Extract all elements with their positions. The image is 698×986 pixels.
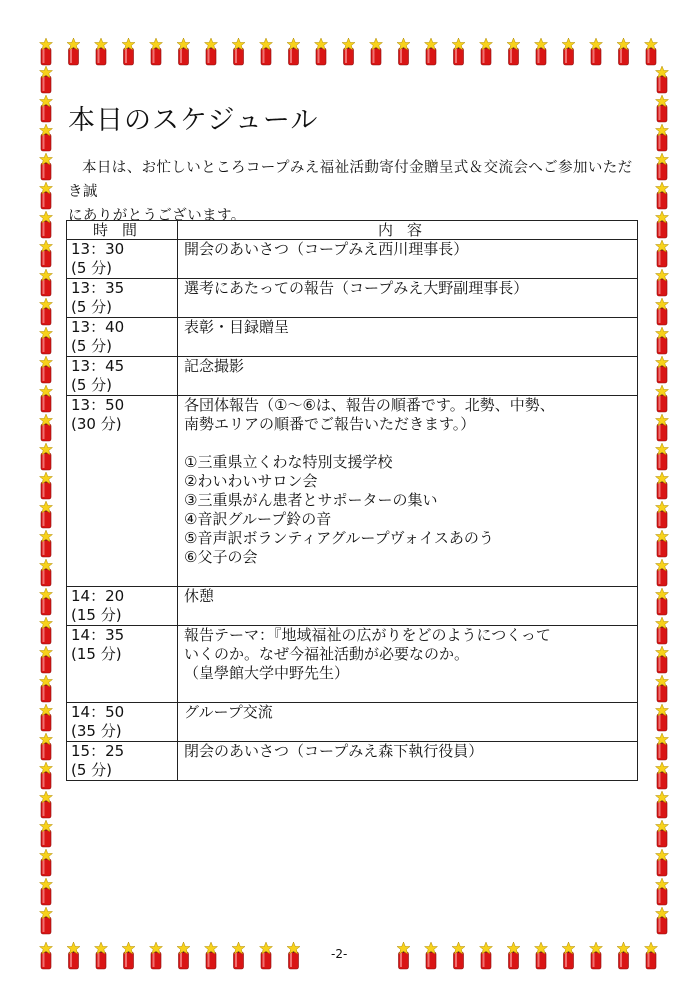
content-line: 選考にあたっての報告（コープみえ大野副理事長） [184, 279, 529, 297]
candle-icon [40, 327, 53, 354]
content-line: 各団体報告（①～⑥は、報告の順番です。北勢、中勢、 [184, 396, 555, 414]
start-time: 15：25 [71, 742, 125, 760]
candle-icon [656, 878, 669, 905]
candle-icon [656, 414, 669, 441]
candle-icon [590, 38, 603, 65]
candle-icon [205, 942, 218, 969]
candle-icon [40, 66, 53, 93]
candle-icon [67, 38, 80, 65]
schedule-row [67, 626, 638, 703]
candle-icon [315, 38, 328, 65]
candle-icon [40, 733, 53, 760]
content-cell [178, 240, 638, 279]
content-line [184, 434, 637, 453]
page-title: 本日のスケジュール [68, 105, 319, 136]
content-line: ③三重県がん患者とサポーターの集い [184, 491, 438, 509]
candle-icon [656, 124, 669, 151]
candle-icon [40, 791, 53, 818]
start-time: 13：35 [71, 279, 125, 297]
candle-icon [260, 38, 273, 65]
candle-icon [40, 849, 53, 876]
candle-icon [40, 820, 53, 847]
start-time: 13：50 [71, 396, 125, 414]
content-line: グループ交流 [184, 703, 273, 721]
candle-icon [95, 942, 108, 969]
candle-icon [150, 38, 163, 65]
content-line: ②わいわいサロン会 [184, 472, 318, 490]
time-cell [67, 742, 178, 781]
candle-icon [590, 942, 603, 969]
duration: (5 分) [71, 376, 113, 394]
candle-icon [656, 356, 669, 383]
candle-icon [656, 733, 669, 760]
candle-icon [656, 298, 669, 325]
candle-icon [40, 124, 53, 151]
content-line [184, 567, 637, 586]
time-cell [67, 626, 178, 703]
candle-icon [40, 240, 53, 267]
intro-line-1: 本日は、お忙しいところコープみえ福祉活動寄付金贈呈式＆交流会へご参加いただき誠 [68, 160, 633, 200]
candle-icon [40, 501, 53, 528]
candle-icon [287, 942, 300, 969]
content-line: 開会のあいさつ（コープみえ西川理事長） [184, 240, 469, 258]
duration: (15 分) [71, 606, 122, 624]
duration: (5 分) [71, 298, 113, 316]
start-time: 14：50 [71, 703, 125, 721]
start-time: 13：40 [71, 318, 125, 336]
candle-icon [656, 675, 669, 702]
candle-icon [480, 38, 493, 65]
candle-icon [122, 942, 135, 969]
candle-icon [645, 942, 658, 969]
candle-icon [562, 942, 575, 969]
candle-icon [656, 704, 669, 731]
candle-icon [40, 762, 53, 789]
candle-icon [40, 414, 53, 441]
candle-icon [645, 38, 658, 65]
schedule-row [67, 396, 638, 587]
candle-icon [40, 472, 53, 499]
candle-icon [452, 38, 465, 65]
candle-icon [40, 356, 53, 383]
content-cell [178, 587, 638, 626]
candle-icon [656, 762, 669, 789]
content-cell [178, 703, 638, 742]
candle-icon [656, 240, 669, 267]
candle-icon [562, 38, 575, 65]
candle-icon [656, 66, 669, 93]
candle-icon [122, 38, 135, 65]
candle-icon [40, 530, 53, 557]
content-line [184, 683, 637, 702]
candle-icon [656, 501, 669, 528]
candle-icon [370, 38, 383, 65]
candle-icon [656, 617, 669, 644]
content-line: 南勢エリアの順番でご報告いただきます。） [184, 415, 476, 433]
candle-icon [656, 95, 669, 122]
duration: (35 分) [71, 722, 122, 740]
content-cell [178, 626, 638, 703]
intro-paragraph [68, 156, 638, 228]
candle-icon [177, 942, 190, 969]
candle-icon [656, 443, 669, 470]
schedule-table [66, 220, 638, 781]
candle-icon [656, 849, 669, 876]
candle-icon [535, 942, 548, 969]
candle-icon [507, 38, 520, 65]
candle-icon [397, 942, 410, 969]
content-cell [178, 396, 638, 587]
candle-icon [40, 38, 53, 65]
content-cell [178, 742, 638, 781]
content-line: 記念撮影 [184, 357, 245, 375]
candle-icon [656, 182, 669, 209]
candle-icon [656, 559, 669, 586]
candle-icon [40, 878, 53, 905]
candle-icon [40, 646, 53, 673]
schedule-row [67, 587, 638, 626]
duration: (5 分) [71, 337, 113, 355]
content-line: いくのか。なぜ今福祉活動が必要なのか。 [184, 645, 470, 663]
schedule-row [67, 279, 638, 318]
time-cell [67, 240, 178, 279]
candle-icon [480, 942, 493, 969]
header-content: 内容 [178, 221, 638, 240]
content-line: ④音訳グループ鈴の音 [184, 510, 332, 528]
candle-icon [40, 95, 53, 122]
header-row [67, 221, 638, 240]
content-cell [178, 318, 638, 357]
content-cell [178, 357, 638, 396]
candle-icon [177, 38, 190, 65]
candle-icon [287, 38, 300, 65]
content-line: ⑥父子の会 [184, 548, 258, 566]
candle-icon [535, 38, 548, 65]
candle-icon [67, 942, 80, 969]
start-time: 13：45 [71, 357, 125, 375]
candle-icon [656, 530, 669, 557]
intro-line-2: にありがとうございます。 [68, 208, 246, 224]
candle-icon [205, 38, 218, 65]
candle-icon [40, 385, 53, 412]
time-cell [67, 318, 178, 357]
content-line: （皇學館大学中野先生） [184, 664, 350, 682]
candle-icon [40, 269, 53, 296]
candle-icon [40, 675, 53, 702]
candle-icon [232, 38, 245, 65]
time-cell [67, 357, 178, 396]
content-line: 報告テーマ：『地域福祉の広がりをどのようにつくって [184, 626, 551, 644]
content-line: ⑤音声訳ボランティアグループヴォイスあのう [184, 529, 494, 547]
candle-icon [342, 38, 355, 65]
time-cell [67, 279, 178, 318]
candle-icon [507, 942, 520, 969]
start-time: 13：30 [71, 240, 125, 258]
candle-icon [656, 820, 669, 847]
candle-icon [656, 907, 669, 934]
candle-icon [656, 327, 669, 354]
candle-icon [40, 588, 53, 615]
start-time: 14：20 [71, 587, 125, 605]
time-cell [67, 396, 178, 587]
duration: (5 分) [71, 259, 113, 277]
candle-icon [656, 472, 669, 499]
candle-icon [260, 942, 273, 969]
header-time: 時間 [67, 221, 178, 240]
content-cell [178, 279, 638, 318]
candle-icon [40, 443, 53, 470]
schedule-row [67, 318, 638, 357]
page-number: -2- [331, 947, 348, 961]
candle-icon [40, 182, 53, 209]
candle-icon [656, 385, 669, 412]
content-line: 休憩 [184, 587, 215, 605]
candle-icon [40, 617, 53, 644]
candle-icon [617, 942, 630, 969]
candle-icon [40, 298, 53, 325]
candle-icon [40, 942, 53, 969]
candle-icon [95, 38, 108, 65]
candle-icon [40, 559, 53, 586]
duration: (15 分) [71, 645, 122, 663]
candle-icon [425, 38, 438, 65]
content-line: 閉会のあいさつ（コープみえ森下執行役員） [184, 742, 484, 760]
time-cell [67, 703, 178, 742]
candle-icon [656, 588, 669, 615]
candle-icon [617, 38, 630, 65]
time-cell [67, 587, 178, 626]
duration: (30 分) [71, 415, 122, 433]
candle-icon [40, 704, 53, 731]
duration: (5 分) [71, 761, 113, 779]
candle-icon [656, 646, 669, 673]
schedule-row [67, 703, 638, 742]
candle-icon [397, 38, 410, 65]
candle-icon [656, 153, 669, 180]
schedule-row [67, 357, 638, 396]
start-time: 14：35 [71, 626, 125, 644]
candle-icon [40, 153, 53, 180]
schedule-row [67, 240, 638, 279]
candle-icon [232, 942, 245, 969]
content-line: 表彰・目録贈呈 [184, 318, 290, 336]
candle-icon [40, 211, 53, 238]
candle-icon [656, 269, 669, 296]
content-line: ①三重県立くわな特別支援学校 [184, 453, 393, 471]
schedule-row [67, 742, 638, 781]
candle-icon [425, 942, 438, 969]
candle-icon [40, 907, 53, 934]
candle-icon [656, 791, 669, 818]
candle-icon [452, 942, 465, 969]
candle-icon [656, 211, 669, 238]
candle-icon [150, 942, 163, 969]
